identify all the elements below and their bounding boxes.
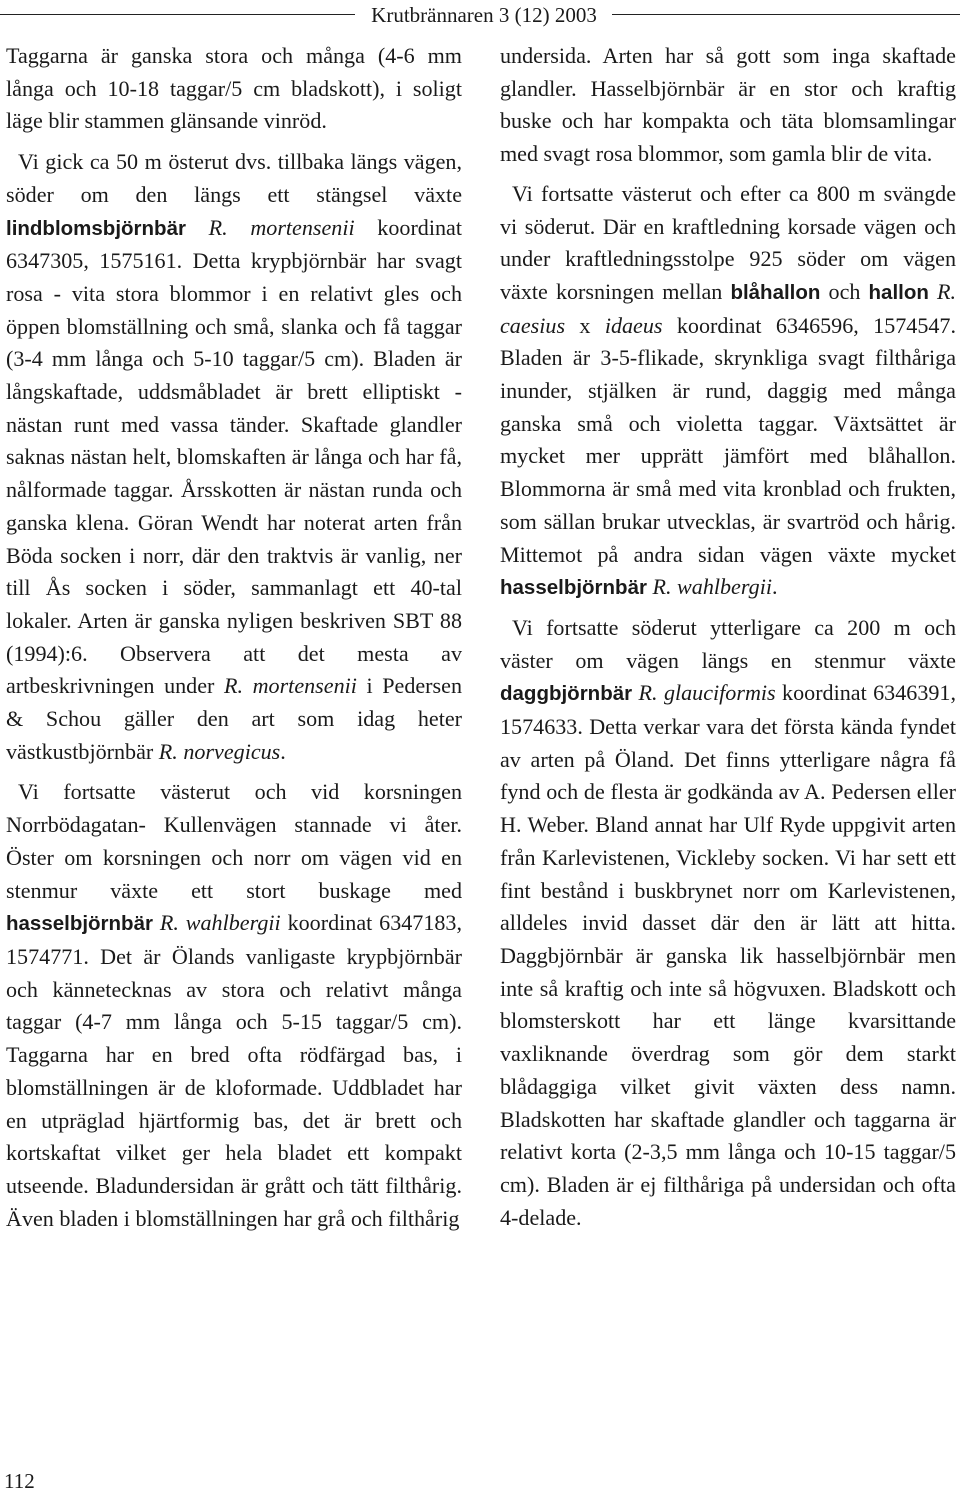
scientific-name: R. wahlbergii <box>159 910 281 936</box>
species-name: hasselbjörnbär <box>500 576 647 600</box>
paragraph-lindblomsbjornbar <box>6 146 462 768</box>
text-run: Vi fortsatte västerut och vid korsningen Norrbödagatan- Kullenvägen stannade vi åter. Öster om korsningen och norr om vägen vid en stenmur växte ett stort buskage med <box>6 779 462 903</box>
text-run: koordinat 6347183, 1574771. Det är Ölands vanligaste krypbjörnbär och kännetecknas av stora och relativt många taggar (4-7 mm långa och 5-15 taggar/5 cm). Taggarna har en bred ofta rödfärgad bas, i blomställningen är de kloformade. Uddbladet har en utpräglad hjärtformig bas, det är brett och kortskaftat vilket ger hela bladet ett kompakt utseende. Bladundersidan är grått och tätt filthårig. Även bladen i blomställningen har grå och filthårig <box>6 910 463 1231</box>
paragraph-hasselbjornbar <box>6 776 462 1235</box>
scientific-name: idaeus <box>604 312 663 338</box>
text-run: koordinat 6346391, 1574633. Detta verkar vara det första kända fyndet av arten på Öland. Det finns ytterligare några få fynd och de flesta är godkända av A. Pedersen eller H. Weber. Bland annat har Ulf Ryde uppgivit arten från Karlevistenen, Vickleby socken. Vi har sett ett fint bestånd i buskbrynet norr om Karlevistenen, alldeles invid dasset där den är lätt att hitta. Daggbjörnbär är ganska lik hasselbjörnbär men inte så kraftig och inte så högvuxen. Bladskott och blomsterskott har ett länge kvarsittande vaxliknande överdrag som gör dem starkt blådaggiga vilket givit växten dess namn. Bladskotten har skaftade glandler och taggarna är relativt korta (2-3,5 mm långa och 10-15 taggar/5 cm). Bladen är ej filthåriga på undersidan och ofta 4-delade. <box>500 680 956 1230</box>
species-name: lindblomsbjörnbär <box>6 216 186 240</box>
text-run: i Pedersen & Schou gäller den art som idag heter västkustbjörnbär <box>6 673 462 764</box>
paragraph-blahallon-hybrid <box>500 178 956 605</box>
journal-title: Krutbrännaren 3 (12) 2003 <box>371 3 597 27</box>
scientific-name: R. mortensenii <box>208 214 355 240</box>
paragraph-daggbjornbar <box>500 612 956 1234</box>
species-name: blåhallon <box>730 280 821 304</box>
text-run: koordinat 6347305, 1575161. Detta krypbjörnbär har svagt rosa - vita stora blommor i en relativt gles och öppen blomställning och små, slanka och få taggar (3-4 mm långa och 5-10 taggar/5 cm). Bladen är långskaftade, uddsmåbladet är brett elliptiskt - nästan runt med vassa tänder. Skaftade glandler saknas nästan helt, blomskaften är långa och har få, nålformade taggar. Årsskotten är nästan runda och ganska klena. Göran Wendt har noterat arten från Böda socken i norr, där den traktvis är vanlig, ner till Ås socken i söder, sammanlagt ett 40-tal lokaler. Arten är ganska nyligen beskriven SBT 88 (1994):6. Observera att det mesta av artbeskrivningen under <box>6 214 462 699</box>
text-run: koordinat 6346596, 1574547. Bladen är 3-5-flikade, skrynkliga svagt filthåriga inunder, stjälken är rund, daggig med många ganska små och violetta taggar. Växtsättet är mycket mer upprätt jämfört med blåhallon. Blommorna är små med vita kronblad och frukten, som sällan brukar utvecklas, är svartröd och hårig. Mittemot på andra sidan vägen växte mycket <box>500 312 956 567</box>
header-rule-right <box>612 14 960 15</box>
right-column <box>500 40 956 1234</box>
text-run: Vi gick ca 50 m österut dvs. tillbaka längs vägen, söder om den längs ett stängsel växte <box>6 149 462 207</box>
species-name: hasselbjörnbär <box>6 912 153 936</box>
paragraph-undersida: undersida. Arten har så gott som inga skaftade glandler. Hasselbjörnbär är en stor och kraftig buske och har kompakta och täta blomsamlingar med svagt rosa blommor, som gamla blir de vita. <box>500 43 956 167</box>
species-name: hallon <box>868 280 929 304</box>
running-header <box>0 0 960 30</box>
text-run: . <box>280 738 286 764</box>
species-name: daggbjörnbär <box>500 682 633 706</box>
text-run: och <box>820 278 869 304</box>
text-run: Vi fortsatte västerut och efter ca 800 m svängde vi söderut. Där en kraftledning korsade vägen och under kraftledningsstolpe 925 söder om vägen växte korsningen mellan <box>500 180 956 304</box>
scientific-name: R. wahlbergii <box>652 574 772 600</box>
scientific-name: R. norvegicus <box>158 738 281 764</box>
text-run: . <box>771 574 778 600</box>
text-run: Vi fortsatte söderut ytterligare ca 200 m och väster om vägen längs en stenmur växte <box>500 614 956 673</box>
text-run: x <box>565 312 605 338</box>
paragraph-thorns: Taggarna är ganska stora och många (4-6 mm långa och 10-18 taggar/5 cm bladskott), i soligt läge blir stammen glänsande vinröd. <box>6 43 462 134</box>
scientific-name: R. mortensenii <box>223 673 357 699</box>
scientific-name: R. glauciformis <box>638 680 776 706</box>
header-rule-left <box>0 14 355 15</box>
page-number: 112 <box>4 1469 35 1493</box>
left-column <box>6 40 462 1235</box>
scientific-name: R. caesius <box>500 278 956 338</box>
